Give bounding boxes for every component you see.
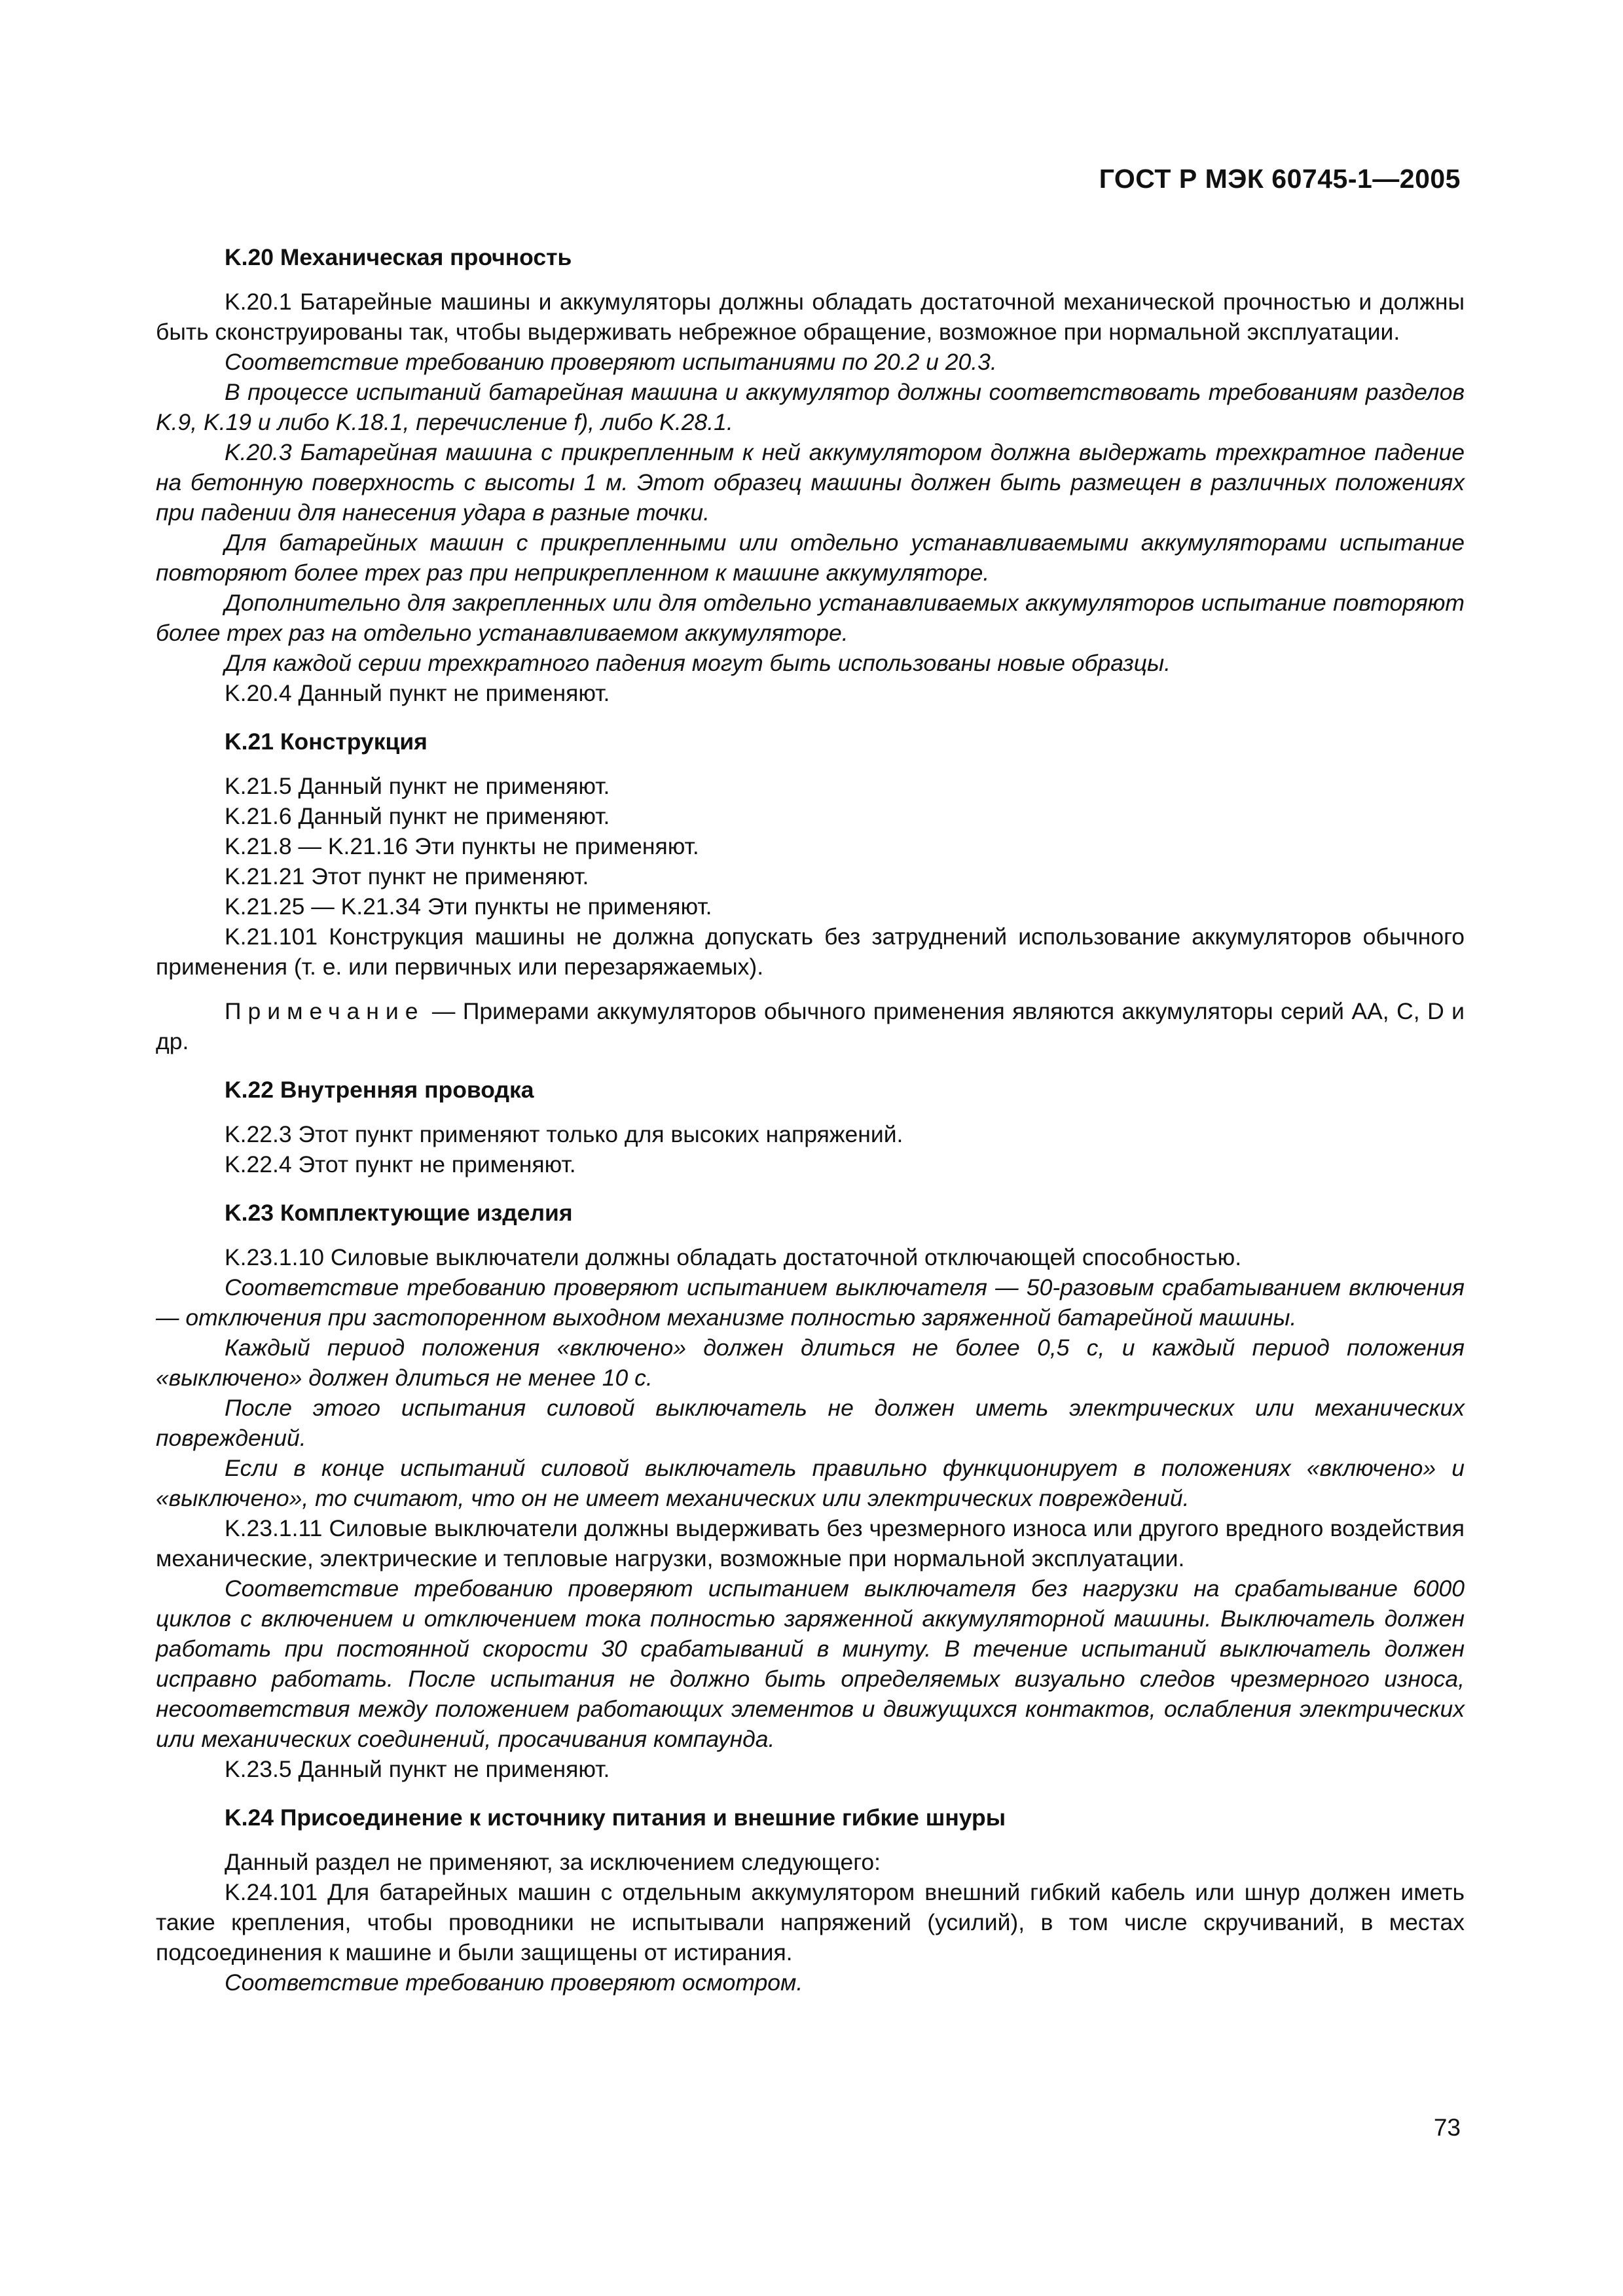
paragraph: После этого испытания силовой выключатель не должен иметь электрических или механических повреждений. [156, 1395, 1465, 1451]
section-heading-k20: K.20 Механическая прочность [225, 244, 572, 270]
paragraph: K.23.1.10 Силовые выключатели должны обладать достаточной отключающей способностью. [225, 1244, 1242, 1270]
paragraph: K.21.25 — K.21.34 Эти пункты не применяют. [225, 893, 712, 920]
paragraph: K.21.21 Этот пункт не применяют. [225, 863, 589, 889]
paragraph: K.22.4 Этот пункт не применяют. [225, 1151, 576, 1177]
paragraph: K.21.6 Данный пункт не применяют. [225, 803, 610, 829]
paragraph: K.23.5 Данный пункт не применяют. [225, 1756, 610, 1782]
paragraph: Дополнительно для закрепленных или для отдельно устанавливаемых аккумуляторов испытание повторяют более трех раз на отдельно устанавливаемом аккумуляторе. [156, 590, 1465, 646]
note-text: — Примерами аккумуляторов обычного применения являются аккумуляторы серий AA, C, D и др. [156, 998, 1465, 1054]
paragraph: K.21.8 — K.21.16 Эти пункты не применяют. [225, 833, 699, 859]
note [156, 996, 1465, 1056]
paragraph: Данный раздел не применяют, за исключением следующего: [225, 1849, 881, 1875]
paragraph: K.22.3 Этот пункт применяют только для высоких напряжений. [225, 1121, 903, 1147]
paragraph: K.24.101 Для батарейных машин с отдельным аккумулятором внешний гибкий кабель или шнур должен иметь такие крепления, чтобы проводники не испытывали напряжений (усилий), в том числе скручиваний, в местах подсоединения к машине и были защищены от истирания. [156, 1879, 1465, 1965]
paragraph: Для каждой серии трехкратного падения могут быть использованы новые образцы. [225, 650, 1171, 676]
paragraph: K.20.3 Батарейная машина с прикрепленным к ней аккумулятором должна выдержать трехкратное падение на бетонную поверхность с высоты 1 м. Этот образец машины должен быть размещен в различных положениях при падении для нанесения удара в разные точки. [156, 439, 1465, 526]
paragraph: K.23.1.11 Силовые выключатели должны выдерживать без чрезмерного износа или другого вредного воздействия механические, электрические и тепловые нагрузки, возможные при нормальной эксплуатации. [156, 1515, 1465, 1571]
section-heading-k22: K.22 Внутренняя проводка [225, 1077, 534, 1103]
paragraph: Соответствие требованию проверяют испытанием выключателя — 50-разовым срабатыванием включения — отключения при застопоренном выходном механизме полностью заряженной батарейной машины. [156, 1274, 1465, 1331]
paragraph: K.21.101 Конструкция машины не должна допускать без затруднений использование аккумуляторов обычного применения (т. е. или первичных или перезаряжаемых). [156, 924, 1465, 980]
paragraph: Соответствие требованию проверяют испытанием выключателя без нагрузки на срабатывание 6000 циклов с включением и отключением тока полностью заряженной аккумуляторной машины. Выключатель должен работать при постоянной скорости 30 срабатываний в минуту. В течение испытаний выключатель должен исправно работать. После испытания не должно быть определяемых визуально следов чрезмерного износа, несоответствия между положением работающих элементов и движущихся контактов, ослабления электрических или механических соединений, просачивания компаунда. [156, 1575, 1465, 1752]
paragraph: K.21.5 Данный пункт не применяют. [225, 773, 610, 799]
note-label: Примечание [225, 998, 425, 1024]
section-heading-k21: K.21 Конструкция [225, 728, 428, 755]
page-body [156, 242, 1465, 1998]
paragraph: Каждый период положения «включено» должен длиться не более 0,5 с, и каждый период положения «выключено» должен длиться не менее 10 с. [156, 1335, 1465, 1391]
paragraph: Если в конце испытаний силовой выключатель правильно функционирует в положениях «включено» и «выключено», то считают, что он не имеет механических или электрических повреждений. [156, 1455, 1465, 1511]
paragraph: Соответствие требованию проверяют испытаниями по 20.2 и 20.3. [225, 349, 997, 375]
page-number: 73 [1433, 2114, 1461, 2141]
section-heading-k24: K.24 Присоединение к источнику питания и внешние гибкие шнуры [225, 1804, 1006, 1831]
paragraph: Для батарейных машин с прикрепленными или отдельно устанавливаемыми аккумуляторами испытание повторяют более трех раз при неприкрепленном к машине аккумуляторе. [156, 529, 1465, 586]
section-heading-k23: K.23 Комплектующие изделия [225, 1200, 573, 1226]
paragraph: В процессе испытаний батарейная машина и аккумулятор должны соответствовать требованиям разделов K.9, K.19 и либо K.18.1, перечисление f), либо K.28.1. [156, 379, 1465, 435]
document-code: ГОСТ Р МЭК 60745-1—2005 [1099, 164, 1461, 194]
paragraph: K.20.4 Данный пункт не применяют. [225, 680, 610, 706]
paragraph: Соответствие требованию проверяют осмотром. [225, 1969, 803, 1996]
paragraph: K.20.1 Батарейные машины и аккумуляторы должны обладать достаточной механической прочностью и должны быть сконструированы так, чтобы выдерживать небрежное обращение, возможное при нормальной эксплуатации. [156, 289, 1465, 345]
